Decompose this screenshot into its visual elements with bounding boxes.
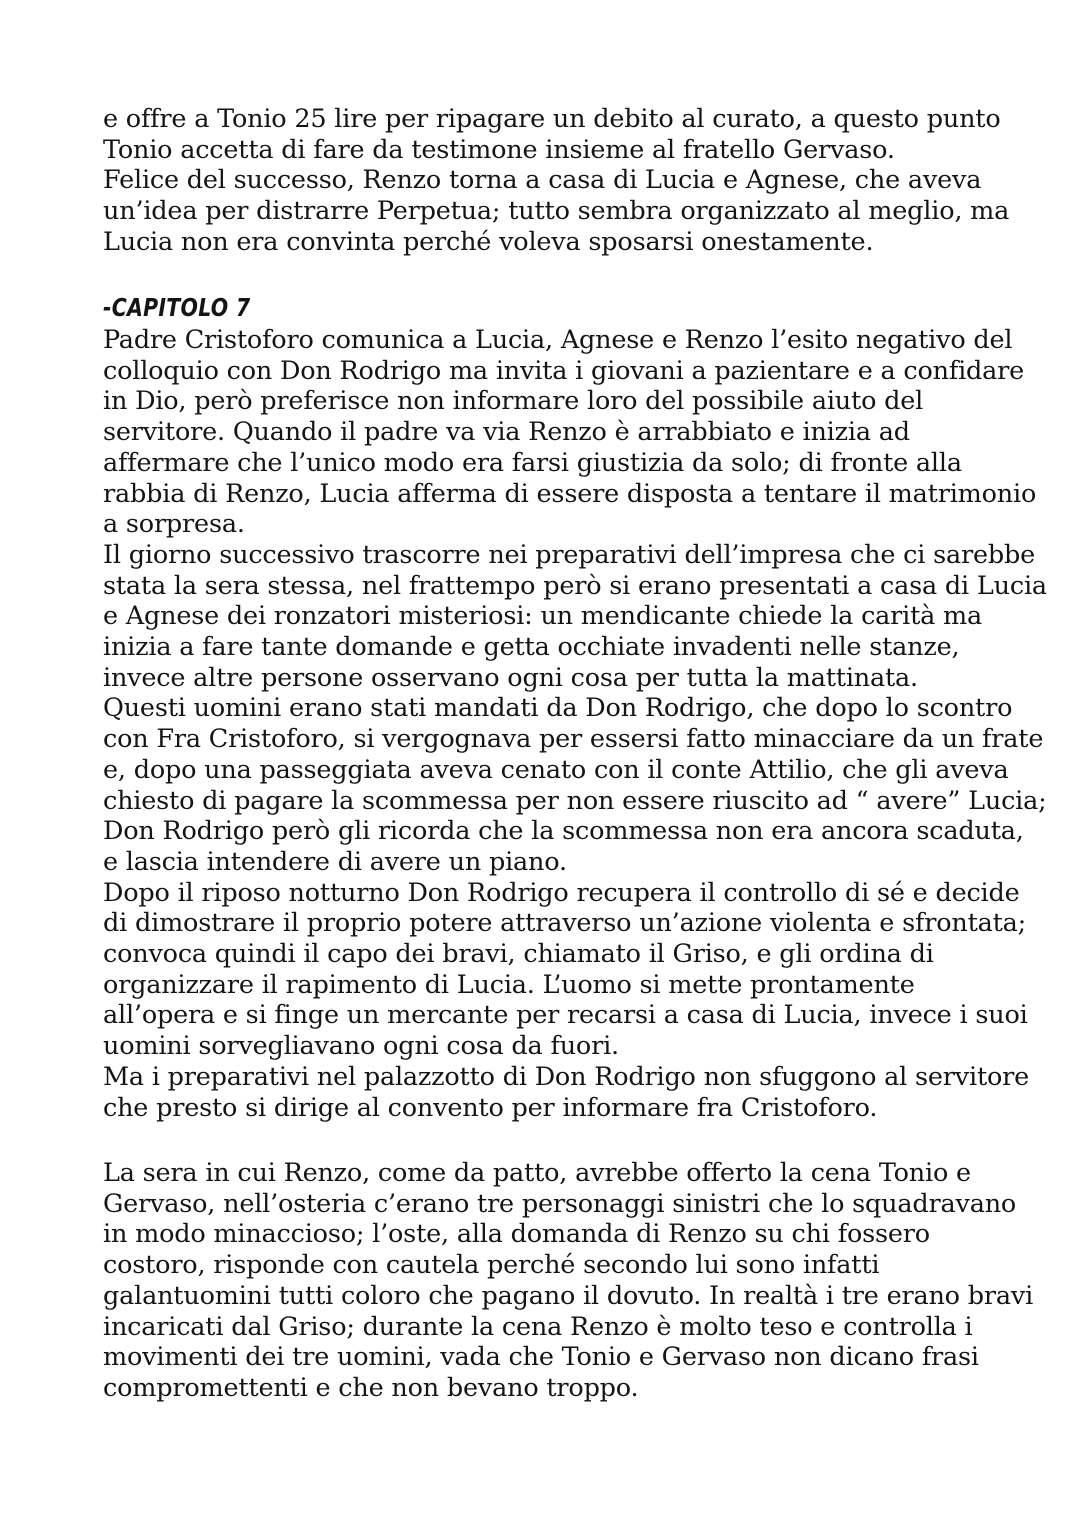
text-line: Don Rodrigo però gli ricorda che la scommessa non era ancora scaduta,: [103, 816, 1024, 847]
text-line: Lucia non era convinta perché voleva sposarsi onestamente.: [103, 226, 874, 257]
text-line: Gervaso, nell’osteria c’erano tre personaggi sinistri che lo squadravano: [103, 1188, 1017, 1219]
text-line: uomini sorvegliavano ogni cosa da fuori.: [103, 1031, 619, 1062]
text-line: in Dio, però preferisce non informare loro del possibile aiuto del: [103, 386, 924, 417]
chapter-body: [103, 325, 1047, 1123]
text-line: convoca quindi il capo dei bravi, chiamato il Griso, e gli ordina di: [103, 939, 934, 970]
text-line: colloquio con Don Rodrigo ma invita i giovani a pazientare e a confidare: [103, 355, 1025, 386]
final-paragraph: [103, 1158, 1034, 1404]
text-line: con Fra Cristoforo, si vergognava per essersi fatto minacciare da un frate: [103, 724, 1044, 755]
text-line: inizia a fare tante domande e getta occhiate invadenti nelle stanze,: [103, 632, 960, 663]
text-line: chiesto di pagare la scommessa per non essere riuscito ad “ avere” Lucia;: [103, 785, 1047, 816]
text-line: un’idea per distrarre Perpetua; tutto sembra organizzato al meglio, ma: [103, 196, 1010, 227]
text-line: stata la sera stessa, nel frattempo però si erano presentati a casa di Lucia: [103, 570, 1047, 601]
text-line: movimenti dei tre uomini, vada che Tonio e Gervaso non dicano frasi: [103, 1342, 979, 1373]
text-line: La sera in cui Renzo, come da patto, avrebbe offerto la cena Tonio e: [103, 1158, 971, 1188]
text-line: all’opera e si finge un mercante per recarsi a casa di Lucia, invece i suoi: [103, 1000, 1028, 1031]
text-line: e Agnese dei ronzatori misteriosi: un mendicante chiede la carità ma: [103, 601, 983, 632]
text-line: incaricati dal Griso; durante la cena Renzo è molto teso e controlla i: [103, 1311, 973, 1342]
text-line: e lascia intendere di avere un piano.: [103, 846, 567, 877]
chapter-heading: -CAPITOLO 7: [103, 293, 251, 322]
text-line: costoro, risponde con cautela perché secondo lui sono infatti: [103, 1250, 880, 1281]
text-line: Tonio accetta di fare da testimone insieme al fratello Gervaso.: [103, 134, 895, 165]
text-line: rabbia di Renzo, Lucia afferma di essere disposta a tentare il matrimonio: [103, 478, 1037, 509]
text-line: servitore. Quando il padre va via Renzo è arrabbiato e inizia ad: [103, 417, 910, 448]
text-line: Padre Cristoforo comunica a Lucia, Agnese e Renzo l’esito negativo del: [103, 325, 1013, 355]
text-line: e offre a Tonio 25 lire per ripagare un debito al curato, a questo punto: [103, 104, 1001, 134]
text-line: di dimostrare il proprio potere attraverso un’azione violenta e sfrontata;: [103, 908, 1027, 939]
text-line: che presto si dirige al convento per informare fra Cristoforo.: [103, 1092, 878, 1123]
intro-paragraph: [103, 104, 1010, 258]
text-line: Dopo il riposo notturno Don Rodrigo recupera il controllo di sé e decide: [103, 877, 1020, 908]
text-line: Questi uomini erano stati mandati da Don Rodrigo, che dopo lo scontro: [103, 693, 1013, 724]
text-line: galantuomini tutti coloro che pagano il dovuto. In realtà i tre erano bravi: [103, 1280, 1034, 1311]
text-line: e, dopo una passeggiata aveva cenato con il conte Attilio, che gli aveva: [103, 754, 1009, 785]
text-line: in modo minaccioso; l’oste, alla domanda di Renzo su chi fossero: [103, 1219, 930, 1250]
text-line: compromettenti e che non bevano troppo.: [103, 1372, 639, 1403]
text-line: invece altre persone osservano ogni cosa per tutta la mattinata.: [103, 662, 918, 693]
text-line: Il giorno successivo trascorre nei preparativi dell’impresa che ci sarebbe: [103, 539, 1036, 570]
text-line: a sorpresa.: [103, 509, 245, 540]
text-line: organizzare il rapimento di Lucia. L’uomo si mette prontamente: [103, 969, 915, 1000]
text-line: Ma i preparativi nel palazzotto di Don Rodrigo non sfuggono al servitore: [103, 1061, 1030, 1092]
text-line: affermare che l’unico modo era farsi giustizia da solo; di fronte alla: [103, 447, 962, 478]
text-line: Felice del successo, Renzo torna a casa di Lucia e Agnese, che aveva: [103, 165, 982, 196]
